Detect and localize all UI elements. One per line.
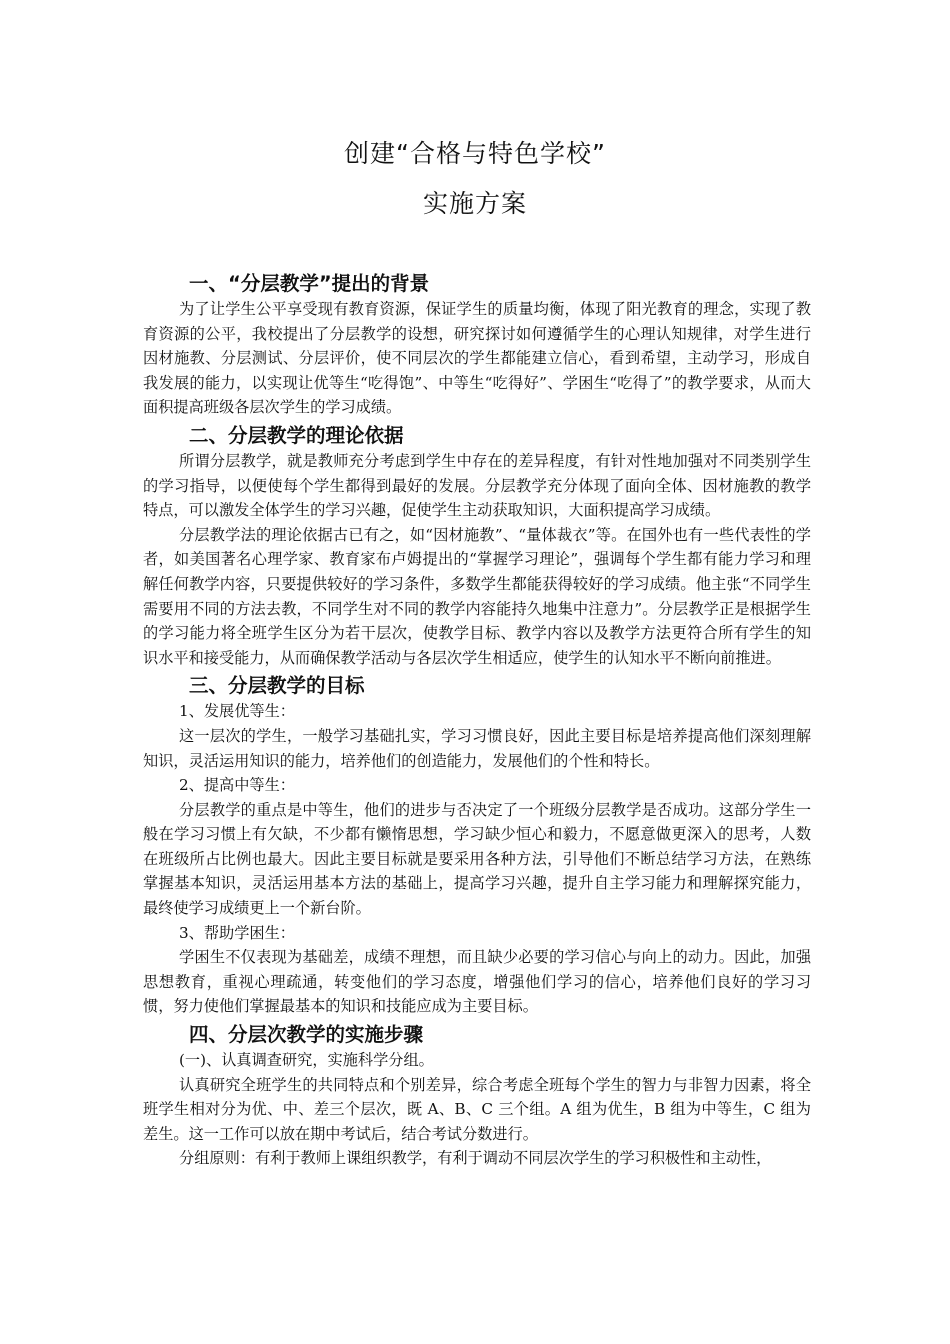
section-heading-background: 一、“分层教学”提出的背景 [189, 272, 430, 295]
subheading: 1、发展优等生： [179, 702, 295, 721]
paragraph: 为了让学生公平享受现有教育资源，保证学生的质量均衡，体现了阳光教育的理念，实现了教育资源的公平，我校提出了分层教学的设想，研究探讨如何遵循学生的心理认知规律，对学生进行因材施教、分层测试、分层评价，使不同层次的学生都能建立信心，看到希望，主动学习，形成自我发展的能力，以实现让优等生“吃得饱”、中等生“吃得好”、学困生“吃得了”的教学要求，从而大面积提高班级各层次学生的学习成绩。 [143, 300, 811, 417]
paragraph: 所谓分层教学，就是教师充分考虑到学生中存在的差异程度，有针对性地加强对不同类别学生的学习指导，以便使每个学生都得到最好的发展。分层教学充分体现了面向全体、因材施教的教学特点，可以激发全体学生的学习兴趣，促使学生主动获取知识，大面积提高学习成绩。 [143, 451, 811, 520]
section-heading-goals: 三、分层教学的目标 [189, 674, 365, 698]
paragraph: 这一层次的学生，一般学习基础扎实，学习习惯良好，因此主要目标是培养提高他们深刻理解知识，灵活运用知识的能力，培养他们的创造能力，发展他们的个性和特长。 [143, 726, 811, 770]
section-heading-theory: 二、分层教学的理论依据 [189, 423, 404, 447]
section-heading-steps: 四、分层次教学的实施步骤 [189, 1023, 424, 1047]
subheading: 2、提高中等生： [179, 776, 295, 795]
subheading: (一)、认真调查研究，实施科学分组。 [179, 1051, 434, 1070]
paragraph: 认真研究全班学生的共同特点和个别差异，综合考虑全班每个学生的智力与非智力因素，将全班学生相对分为优、中、差三个层次，既 A、B、C 三个组。A 组为优生，B 组为中等生，C 组为差生。这一工作可以放在期中考试后，结合考试分数进行。 [143, 1075, 811, 1143]
paragraph: 分层教学法的理论依据古已有之，如“因材施教”、“量体裁衣”等。在国外也有一些代表性的学者，如美国著名心理学家、教育家布卢姆提出的“掌握学习理论”，强调每个学生都有能力学习和理解任何教学内容，只要提供较好的学习条件，多数学生都能获得较好的学习成绩。他主张“不同学生需要用不同的方法去教，不同学生对不同的教学内容能持久地集中注意力”。分层教学正是根据学生的学习能力将全班学生区分为若干层次，使教学目标、教学内容以及教学方法更符合所有学生的知识水平和接受能力，从而确保教学活动与各层次学生相适应，使学生的认知水平不断向前推进。 [143, 525, 811, 667]
document-body [143, 268, 811, 1171]
paragraph: 分层教学的重点是中等生，他们的进步与否决定了一个班级分层教学是否成功。这部分学生一般在学习习惯上有欠缺，不少都有懒惰思想，学习缺少恒心和毅力，不愿意做更深入的思考，人数在班级所占比例也最大。因此主要目标就是要采用各种方法，引导他们不断总结学习方法，在熟练掌握基本知识，灵活运用基本方法的基础上，提高学习兴趣，提升自主学习能力和理解探究能力，最终使学习成绩更上一个新台阶。 [143, 800, 811, 918]
paragraph: 分组原则：有利于教师上课组织教学，有利于调动不同层次学生的学习积极性和主动性， [179, 1149, 772, 1168]
subheading: 3、帮助学困生： [179, 923, 295, 942]
document-title: 创建“合格与特色学校” [344, 139, 606, 168]
document-subtitle: 实施方案 [422, 189, 527, 218]
paragraph: 学困生不仅表现为基础差，成绩不理想，而且缺少必要的学习信心与向上的动力。因此，加强思想教育，重视心理疏通，转变他们的学习态度，增强他们学习的信心，培养他们良好的学习习惯，努力使他们掌握最基本的知识和技能应成为主要目标。 [143, 948, 811, 1016]
